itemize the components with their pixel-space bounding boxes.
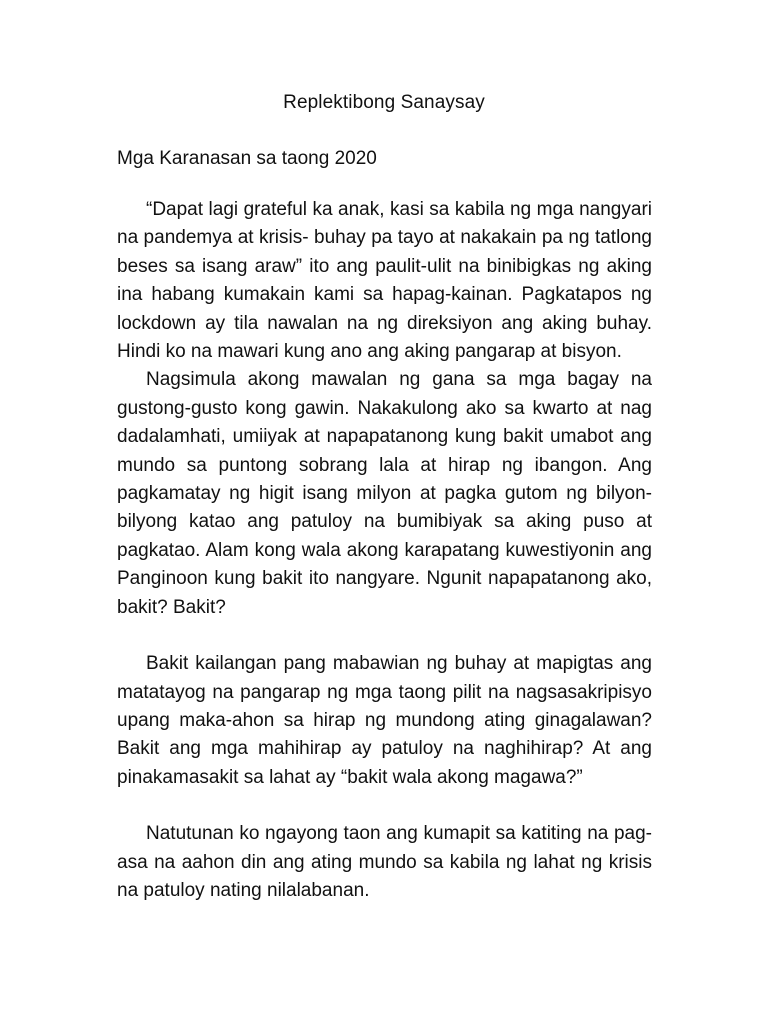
paragraph-2: Nagsimula akong mawalan ng gana sa mga bagay na gustong-gusto kong gawin. Nakakulong ako sa kwarto at nag dadalamhati, umiiyak at napapatanong kung bakit umabot ang mundo sa puntong sobrang lala at hirap ng ibangon. Ang pagkamatay ng higit isang milyon at pagka gutom ng bilyon-bilyong katao ang patuloy na bumibiyak sa aking puso at pagkatao. Alam kong wala akong karapatang kuwestiyonin ang Panginoon kung bakit ito nangyare. Ngunit napapatanong ako, bakit? Bakit?	[117, 369, 652, 618]
paragraph-1: “Dapat lagi grateful ka anak, kasi sa kabila ng mga nangyari na pandemya at krisis- buhay pa tayo at nakakain pa ng tatlong beses sa isang araw” ito ang paulit-ulit na binibigkas ng aking ina habang kumakain kami sa hapag-kainan. Pagkatapos ng lockdown ay tila nawalan na ng direksiyon ang aking buhay. Hindi ko na mawari kung ano ang aking pangarap at bisyon.	[117, 199, 652, 363]
paragraph-3: Bakit kailangan pang mabawian ng buhay at mapigtas ang matatayog na pangarap ng mga taong pilit na nagsasakripisyo upang maka-ahon sa hirap ng mundong ating ginagalawan? Bakit ang mga mahihirap ay patuloy na naghihirap? At ang pinakamasakit sa lahat ay “bakit wala akong magawa?”	[117, 653, 652, 788]
document-title: Replektibong Sanaysay	[283, 92, 485, 113]
paragraph-spacer	[117, 792, 652, 820]
paragraph-spacer	[117, 622, 652, 650]
paragraph-4: Natutunan ko ngayong taon ang kumapit sa katiting na pag-asa na aahon din ang ating mundo sa kabila ng lahat ng krisis na patuloy nating nilalabanan.	[117, 823, 652, 901]
document-body	[117, 196, 652, 905]
document-subtitle: Mga Karanasan sa taong 2020	[117, 148, 377, 169]
